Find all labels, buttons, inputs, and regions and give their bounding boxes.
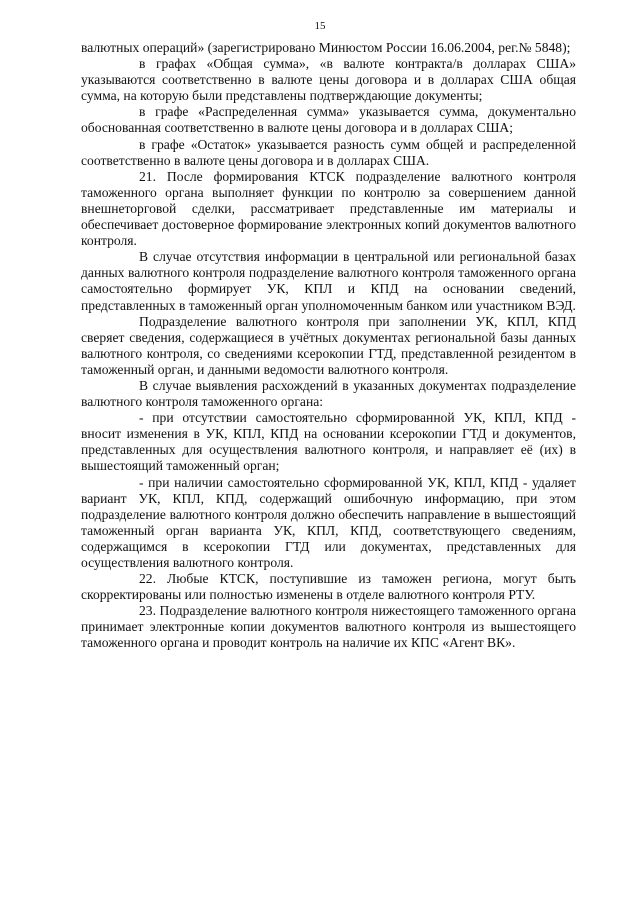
- paragraph-item-21: 21. После формирования КТСК подразделение валютного контроля таможенного органа выполняет функции по контролю за совершением данной внешнеторговой сделки, рассматривает представленные им материалы и обеспечивает достоверное формирование электронных копий документов валютного контроля.: [81, 168, 576, 249]
- paragraph-item-23: 23. Подразделение валютного контроля нижестоящего таможенного органа принимает электронные копии документов валютного контроля из вышестоящего таможенного органа и проводит контроль на наличие их КПС «Агент ВК».: [81, 603, 576, 651]
- paragraph-distributed-sum-column: в графе «Распределенная сумма» указывается сумма, документально обоснованная соответственно в валюте цены договора и в долларах США;: [81, 104, 576, 136]
- paragraph-verification: Подразделение валютного контроля при заполнении УК, КПЛ, КПД сверяет сведения, содержащиеся в учётных документах региональной базы данных валютного контроля, со сведениями ксерокопии ГТД, представленной резидентом в таможенный орган, и данными ведомости валютного контроля.: [81, 313, 576, 377]
- paragraph-without-own-forms: - при отсутствии самостоятельно сформированной УК, КПЛ, КПД - вносит изменения в УК, КПЛ, КПД на основании ксерокопии ГТД и документов, представленных для осуществления валютного контроля, и направляет её (их) в вышестоящий таможенный орган;: [81, 410, 576, 474]
- document-body: [81, 40, 576, 652]
- paragraph-missing-information: В случае отсутствия информации в центральной или региональной базах данных валютного контроля подразделение валютного контроля таможенного органа самостоятельно формирует УК, КПЛ и КПД на основании сведений, представленных в таможенный орган уполномоченным банком или участником ВЭД.: [81, 249, 576, 313]
- paragraph-remainder-column: в графе «Остаток» указывается разность сумм общей и распределенной соответственно в валюте цены договора и в долларах США.: [81, 136, 576, 168]
- paragraph-discrepancies: В случае выявления расхождений в указанных документах подразделение валютного контроля таможенного органа:: [81, 377, 576, 410]
- paragraph-total-sum-columns: в графах «Общая сумма», «в валюте контракта/в долларах США» указываются соответственно в валюте цены договора и в долларах США общая сумма, на которую были представлены подтверждающие документы;: [81, 56, 576, 104]
- paragraph-continuation: валютных операций» (зарегистрировано Минюстом России 16.06.2004, рег.№ 5848);: [81, 40, 571, 55]
- paragraph-with-own-forms: - при наличии самостоятельно сформированной УК, КПЛ, КПД - удаляет вариант УК, КПЛ, КПД, содержащий ошибочную информацию, при этом подразделение валютного контроля должно обеспечить направление в вышестоящий таможенный орган варианта УК, КПЛ, КПД, соответствующего сведениям, содержащимся в ксерокопии ГТД или документах, представленных для осуществления валютного контроля.: [81, 474, 576, 570]
- paragraph-item-22: 22. Любые КТСК, поступившие из таможен региона, могут быть скорректированы или полностью изменены в отделе валютного контроля РТУ.: [81, 571, 576, 603]
- page-number: 15: [314, 20, 326, 32]
